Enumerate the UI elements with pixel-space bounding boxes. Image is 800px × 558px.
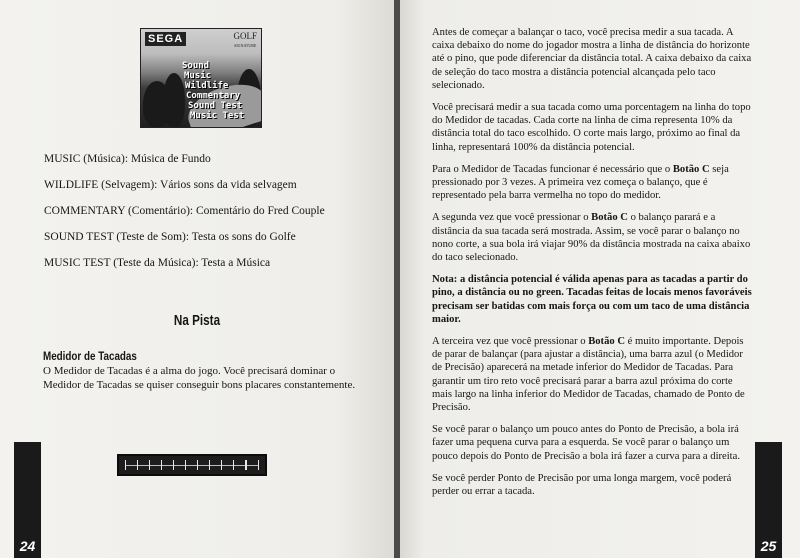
screenshot-menu-item: Sound Test bbox=[188, 101, 243, 111]
meter-tick bbox=[173, 460, 174, 470]
text: A segunda vez que você pressionar o bbox=[432, 212, 592, 224]
screenshot-menu-item: Music bbox=[184, 71, 212, 81]
screenshot-menu bbox=[178, 61, 244, 121]
meter-tick bbox=[185, 460, 186, 470]
text: o balanço parará e a distância da sua tacada será mostrada. Assim, se você parar o balanço no nono corte, a sua bola irá viajar 90% da distância mostrada na caixa abaixo do taco selecionado. bbox=[432, 212, 751, 264]
button-c-label: Botão C bbox=[672, 163, 710, 175]
button-c-label: Botão C bbox=[588, 336, 625, 348]
intro-paragraph: O Medidor de Tacadas é a alma do jogo. Você precisará dominar o Medidor de Tacadas se quiser conseguir bons placares constantemente. bbox=[43, 365, 356, 391]
left-page bbox=[0, 0, 394, 558]
screenshot-menu-item: Music Test bbox=[190, 111, 245, 121]
meter-tick bbox=[161, 460, 162, 470]
text: seja pressionado por 3 vezes. A primeira vez começa o balanço, que é representado pela barra vermelha no topo do medidor. bbox=[432, 163, 729, 202]
game-logo-title: GOLF bbox=[233, 31, 257, 41]
paragraph-miss: Se você perder Ponto de Precisão por uma longa margem, você poderá perder ou errar a tacada. bbox=[432, 472, 732, 498]
meter-tick bbox=[149, 460, 150, 470]
page-number-tab-right bbox=[755, 442, 782, 558]
paragraph-first-press bbox=[432, 163, 754, 203]
game-logo bbox=[233, 32, 257, 50]
meter-tick bbox=[233, 460, 234, 470]
section-title: Na Pista bbox=[173, 312, 221, 329]
option-sound-test: SOUND TEST (Teste de Som): Testa os sons do Golfe bbox=[44, 231, 296, 243]
sega-logo: SEGA bbox=[145, 32, 186, 46]
meter-tick bbox=[221, 460, 222, 470]
text: é muito importante. Depois de parar de balançar (para ajustar a distância), uma barra azul (o Medidor de Precisão) aparecerá na metade inferior do Medidor de Tacadas. Para garantir um tiro reto você precisará parar a barra azul próxima do corte mais largo na linha inferior do Medidor de Tacadas, chamado de Ponto de Precisão. bbox=[432, 336, 745, 414]
page-number-tab-left bbox=[14, 442, 41, 558]
paragraph-measure: Antes de começar a balançar o taco, você precisa medir a sua tacada. A caixa debaixo do nome do jogador mostra a linha de distância do horizonte até o pino, que pode diferenciar da distância total. A caixa debaixo da caixa de seleção do taco mostra a distância potencial alcançada pelo taco selecionado. bbox=[432, 27, 752, 91]
option-commentary: COMMENTARY (Comentário): Comentário do Fred Couple bbox=[44, 205, 325, 217]
page-number-left: 24 bbox=[19, 538, 36, 554]
screenshot-menu-item: Sound bbox=[182, 61, 210, 71]
meter-tick bbox=[137, 460, 138, 470]
option-music-test: MUSIC TEST (Teste da Música): Testa a Música bbox=[44, 257, 271, 269]
shot-meter-ticks bbox=[125, 460, 259, 470]
screenshot-menu-item: Commentary bbox=[186, 91, 241, 101]
paragraph-third-press bbox=[432, 335, 754, 414]
option-music: MUSIC (Música): Música de Fundo bbox=[44, 153, 211, 165]
page-number-right: 25 bbox=[760, 538, 777, 554]
paragraph-percentage: Você precisará medir a sua tacada como uma porcentagem na linha do topo do Medidor de tacadas. Cada corte na linha de cima representa 10% da distância total do taco escolhido. O corte mais largo, próximo ao final da linha, representará 100% da distância potencial. bbox=[432, 102, 751, 153]
right-text-column bbox=[432, 26, 754, 507]
game-screenshot bbox=[140, 28, 262, 128]
note-paragraph: Nota: a distância potencial é válida apenas para as tacadas a partir do pino, a distância ou no green. Tacadas feitas de locais menos favoráveis precisam ser batidas com mais força ou com um taco de uma distância maior. bbox=[432, 274, 752, 325]
meter-tick bbox=[125, 460, 126, 470]
game-logo-subtitle: SIGNATURE bbox=[234, 43, 257, 48]
shot-meter-illustration bbox=[117, 454, 267, 476]
right-page bbox=[400, 0, 800, 558]
option-wildlife: WILDLIFE (Selvagem): Vários sons da vida selvagem bbox=[44, 179, 297, 191]
text: A terceira vez que você pressionar o bbox=[432, 336, 589, 348]
subsection-title: Medidor de Tacadas bbox=[43, 349, 137, 363]
paragraph-curve: Se você parar o balanço um pouco antes do Ponto de Precisão, a bola irá fazer uma pequena curva para a esquerda. Se você parar o balanço um pouco depois do Ponto de Precisão a bola irá fazer a curva para a direita. bbox=[432, 424, 740, 462]
button-c-label: Botão C bbox=[591, 212, 628, 224]
screenshot-menu-item: Wildlife bbox=[185, 81, 229, 91]
meter-tick-wide bbox=[245, 460, 247, 470]
meter-tick bbox=[209, 460, 210, 470]
meter-tick bbox=[258, 460, 259, 470]
meter-tick bbox=[197, 460, 198, 470]
paragraph-second-press bbox=[432, 211, 754, 264]
text: Para o Medidor de Tacadas funcionar é necessário que o bbox=[432, 163, 673, 175]
